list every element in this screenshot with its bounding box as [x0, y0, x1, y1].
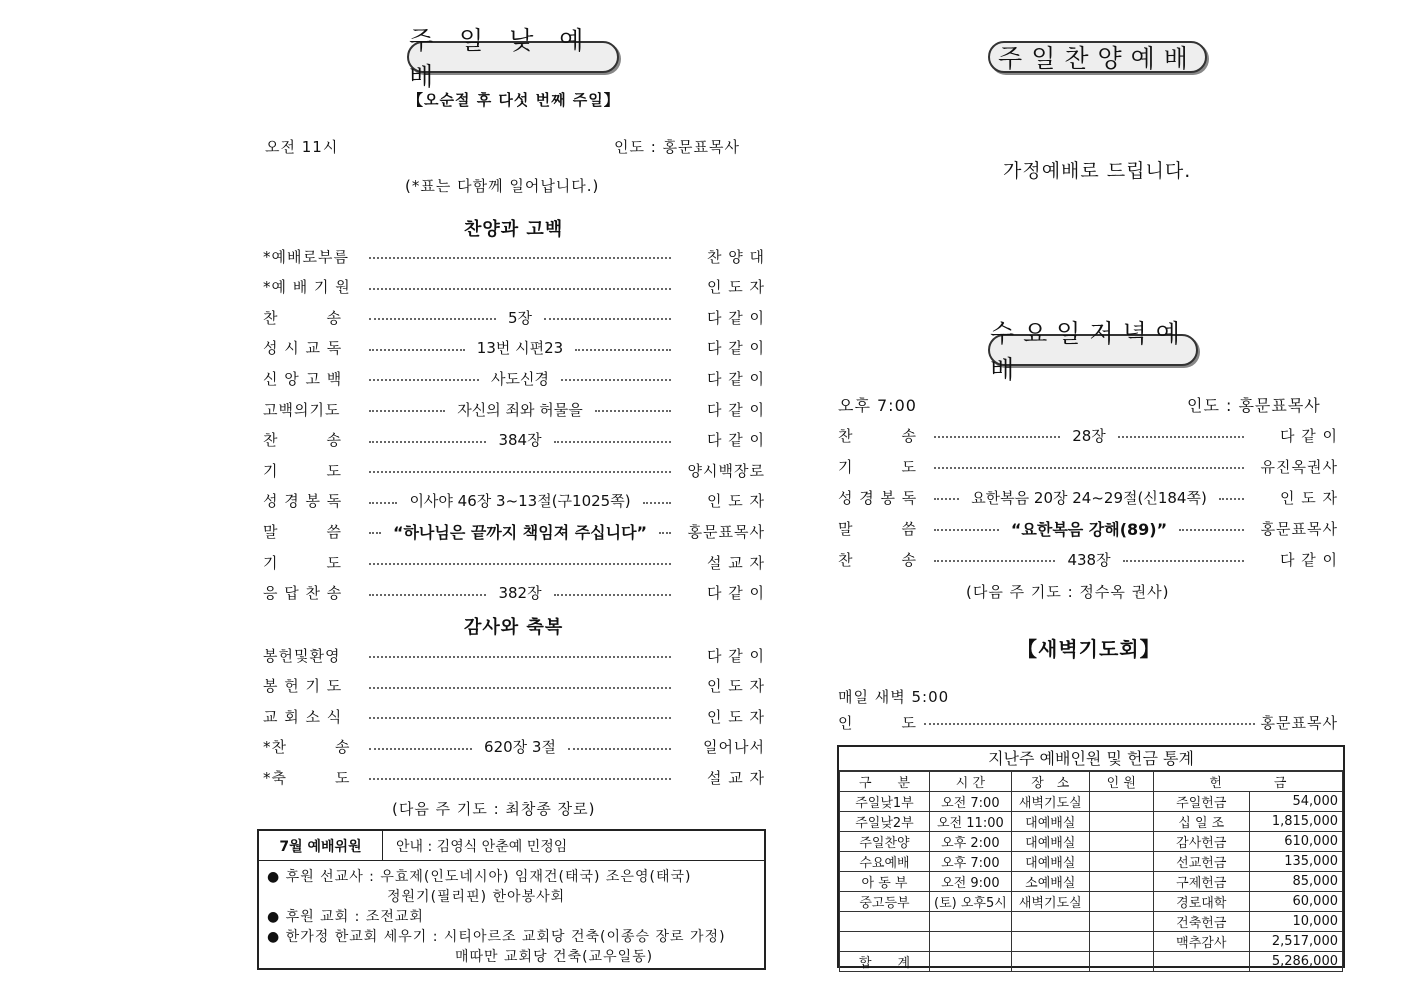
row-content: 382장 — [498, 584, 542, 603]
stats-cell: 새벽기도실 — [1011, 892, 1089, 912]
dot-leader — [369, 257, 671, 259]
info-line-missionaries: ● 후원 선교사 : 우효제(인도네시아) 임재건(태국) 조은영(태국) — [267, 869, 692, 885]
dot-leader — [369, 532, 381, 534]
stats-cell: 오전 7:00 — [930, 792, 1012, 812]
stats-cell: 135,000 — [1249, 852, 1342, 872]
row-label: 봉 헌 기 도 — [263, 677, 343, 696]
stats-header-row — [840, 772, 1343, 792]
stats-cell: 아 동 부 — [840, 872, 930, 892]
stats-cell: 건축헌금 — [1153, 912, 1249, 932]
dawn-leader-row — [838, 712, 1338, 732]
row-content: “하나님은 끝까지 책임져 주십니다” — [392, 522, 648, 542]
stats-row — [840, 832, 1343, 852]
order-row — [838, 456, 1338, 476]
order-row — [263, 676, 765, 696]
dot-leader — [659, 532, 671, 534]
section-thanks-blessing: 감사와 축복 — [464, 617, 564, 638]
stats-cell — [1011, 952, 1089, 972]
stats-total-value: 5,286,000 — [1249, 952, 1342, 972]
row-label: *예 배 기 원 — [263, 278, 351, 297]
title-sunday-service: 주 일 낮 예 배 — [407, 41, 619, 73]
stats-cell: 60,000 — [1249, 892, 1342, 912]
stats-cell: 대예배실 — [1011, 812, 1089, 832]
row-right: 다 같 이 — [706, 584, 765, 603]
stats-cell: 주일헌금 — [1153, 792, 1249, 812]
row-content: 5장 — [507, 308, 533, 327]
dot-leader — [934, 560, 1055, 562]
order-row — [263, 645, 765, 665]
stats-table — [839, 771, 1343, 972]
row-label: 찬 송 — [263, 308, 342, 327]
dot-leader — [1123, 560, 1244, 562]
stats-row — [840, 912, 1343, 932]
wednesday-time: 오후 7:00 — [838, 396, 917, 415]
stats-cell: 오후 2:00 — [930, 832, 1012, 852]
row-right: 인 도 자 — [1279, 488, 1338, 507]
stats-header-cell: 시 간 — [930, 772, 1012, 792]
stats-row — [840, 852, 1343, 872]
row-content: 28장 — [1072, 426, 1106, 445]
order-row — [263, 307, 765, 327]
stats-cell — [840, 932, 930, 952]
dawn-prayer-time: 매일 새벽 5:00 — [838, 688, 950, 706]
stats-total-row — [840, 952, 1343, 972]
info-line-building: ● 한가정 한교회 세우기 : 시티아르조 교회당 건축(이종승 장로 가정) — [267, 929, 726, 945]
order-row — [263, 706, 765, 726]
order-row — [263, 460, 765, 480]
dot-leader — [369, 379, 479, 381]
stats-cell: 중고등부 — [840, 892, 930, 912]
row-label: 신 앙 고 백 — [263, 369, 343, 388]
usher-list: 안내 : 김영식 안춘예 민정임 — [382, 831, 764, 861]
subtitle-season: 【오순절 후 다섯 번째 주일】 — [408, 91, 620, 109]
dot-leader — [369, 502, 397, 504]
order-row — [263, 430, 765, 450]
dot-leader — [554, 441, 671, 443]
stats-cell — [1089, 872, 1153, 892]
stats-cell — [1011, 912, 1089, 932]
row-label: 기 도 — [263, 553, 342, 572]
dot-leader — [934, 529, 999, 531]
stats-cell: 소예배실 — [1011, 872, 1089, 892]
order-row — [263, 277, 765, 297]
row-right: 설 교 자 — [706, 768, 765, 787]
stats-cell: 십 일 조 — [1153, 812, 1249, 832]
stats-cell: 대예배실 — [1011, 832, 1089, 852]
stats-cell: 오전 11:00 — [930, 812, 1012, 832]
stats-total-label: 합 계 — [840, 952, 930, 972]
order-row — [263, 552, 765, 572]
row-right: 홍문표목사 — [1260, 519, 1339, 538]
stats-header-cell: 구 분 — [840, 772, 930, 792]
dot-leader — [369, 318, 496, 320]
stats-cell — [930, 932, 1012, 952]
row-content: 이사야 46장 3~13절(구1025쪽) — [409, 492, 631, 511]
stats-cell — [1089, 852, 1153, 872]
dot-leader — [1219, 498, 1244, 500]
stats-cell: 대예배실 — [1011, 852, 1089, 872]
stats-row — [840, 812, 1343, 832]
stats-cell: 맥추감사 — [1153, 932, 1249, 952]
row-content: 13번 시편23 — [476, 339, 564, 358]
dot-leader — [595, 410, 671, 412]
order-row — [263, 737, 765, 757]
family-worship-note: 가정예배로 드립니다. — [1003, 160, 1192, 182]
dot-leader — [568, 748, 671, 750]
stats-cell — [1089, 832, 1153, 852]
row-label: 기 도 — [838, 457, 917, 476]
row-label: 찬 송 — [838, 550, 917, 569]
order-row — [838, 487, 1338, 507]
row-right: 다 같 이 — [706, 431, 765, 450]
stats-row — [840, 892, 1343, 912]
row-content: “요한복음 강해(89)” — [1010, 519, 1168, 539]
stats-cell — [930, 912, 1012, 932]
row-right: 다 같 이 — [706, 369, 765, 388]
dot-leader — [369, 441, 486, 443]
row-content: 요한복음 20장 24~29절(신184쪽) — [971, 488, 1207, 507]
row-content: 438장 — [1067, 550, 1111, 569]
row-right: 유진옥권사 — [1260, 457, 1338, 476]
row-label: 봉헌및환영 — [263, 646, 341, 665]
wednesday-leader: 인도 : 홍문표목사 — [1187, 396, 1321, 415]
order-row — [838, 549, 1338, 569]
dot-leader — [1179, 529, 1244, 531]
dot-leader — [643, 502, 671, 504]
row-content: 384장 — [498, 431, 542, 450]
row-label: 교 회 소 식 — [263, 707, 343, 726]
row-right: 다 같 이 — [706, 646, 765, 665]
row-content: 자신의 죄와 허물을 — [457, 400, 583, 419]
row-content: 사도신경 — [491, 369, 549, 388]
row-label: 응 답 찬 송 — [263, 584, 343, 603]
stats-cell: 새벽기도실 — [1011, 792, 1089, 812]
dot-leader — [369, 748, 472, 750]
stats-header-cell: 인 원 — [1089, 772, 1153, 792]
dot-leader — [369, 717, 671, 719]
order-row — [263, 491, 765, 511]
row-right: 다 같 이 — [1279, 550, 1338, 569]
stats-row — [840, 872, 1343, 892]
dot-leader — [369, 778, 671, 780]
stats-cell — [1089, 952, 1153, 972]
stats-cell — [1089, 912, 1153, 932]
order-row — [263, 246, 765, 266]
stats-cell: 10,000 — [1249, 912, 1342, 932]
order-row — [263, 767, 765, 787]
stats-cell — [1153, 952, 1249, 972]
row-label: 찬 송 — [263, 431, 342, 450]
row-right: 홍문표목사 — [1260, 713, 1338, 732]
title-sunday-praise: 주일찬양예배 — [988, 41, 1207, 73]
committee-label: 7월 예배위원 — [259, 831, 383, 861]
row-label: 성 시 교 독 — [263, 339, 343, 358]
order-row — [263, 368, 765, 388]
row-right: 다 같 이 — [707, 308, 766, 327]
row-right: 일어나서 — [703, 738, 765, 757]
dot-leader — [369, 594, 486, 596]
stats-header-cell: 장 소 — [1011, 772, 1089, 792]
order-row — [263, 583, 765, 603]
stats-cell: 주일찬양 — [840, 832, 930, 852]
dot-leader — [369, 563, 671, 565]
stats-cell: 오후 7:00 — [930, 852, 1012, 872]
row-label: 성 경 봉 독 — [263, 492, 343, 511]
stats-cell: 1,815,000 — [1249, 812, 1342, 832]
row-right: 인 도 자 — [706, 707, 765, 726]
dot-leader — [575, 349, 671, 351]
dot-leader — [369, 410, 445, 412]
dot-leader — [1118, 436, 1244, 438]
row-right: 홍문표목사 — [687, 522, 766, 541]
info-line-missionaries-cont: 정원기(필리핀) 한아봉사회 — [387, 889, 566, 905]
stats-cell: 85,000 — [1249, 872, 1342, 892]
section-praise-confession: 찬양과 고백 — [464, 219, 564, 240]
dot-leader — [369, 687, 671, 689]
stats-cell: 2,517,000 — [1249, 932, 1342, 952]
dot-leader — [934, 498, 959, 500]
row-right: 다 같 이 — [707, 339, 766, 358]
wednesday-next-prayer: (다음 주 기도 : 정수옥 권사) — [966, 583, 1170, 601]
stats-cell — [1089, 792, 1153, 812]
info-box — [257, 829, 766, 970]
stats-cell: 오전 9:00 — [930, 872, 1012, 892]
row-label: 인 도 — [838, 713, 917, 732]
stats-table-box — [837, 745, 1345, 971]
dot-leader — [561, 379, 671, 381]
stats-cell: 주일낮1부 — [840, 792, 930, 812]
standing-note: (*표는 다함께 일어납니다.) — [405, 177, 600, 195]
stats-cell: 경로대학 — [1153, 892, 1249, 912]
stats-cell: (토) 오후5시 — [930, 892, 1012, 912]
stats-cell: 구제헌금 — [1153, 872, 1249, 892]
row-label: *예배로부름 — [263, 247, 349, 266]
stats-cell — [840, 912, 930, 932]
row-label: 찬 송 — [838, 426, 917, 445]
row-label: *축 도 — [263, 768, 351, 787]
service-leader: 인도 : 홍문표목사 — [614, 138, 741, 156]
row-right: 다 같 이 — [706, 400, 765, 419]
order-row — [263, 399, 765, 419]
dot-leader — [369, 349, 465, 351]
stats-cell: 54,000 — [1249, 792, 1342, 812]
dot-leader — [544, 318, 671, 320]
title-wednesday-service: 수요일저녁예배 — [988, 334, 1198, 366]
row-label: *찬 송 — [263, 738, 351, 757]
row-right: 설 교 자 — [706, 553, 765, 572]
service-time: 오전 11시 — [265, 138, 339, 156]
dawn-prayer-title: 【새벽기도회】 — [1017, 637, 1161, 661]
stats-row — [840, 932, 1343, 952]
dot-leader — [924, 723, 1255, 725]
row-right: 양시백장로 — [687, 461, 765, 480]
row-label: 말 씀 — [838, 519, 917, 538]
stats-cell — [930, 952, 1012, 972]
order-row — [263, 521, 765, 541]
order-row — [838, 425, 1338, 445]
order-row — [838, 518, 1338, 538]
stats-cell — [1089, 932, 1153, 952]
row-label: 성 경 봉 독 — [838, 488, 918, 507]
row-right: 다 같 이 — [1280, 426, 1339, 445]
row-label: 고백의기도 — [263, 400, 341, 419]
stats-header-cell: 헌 금 — [1153, 772, 1342, 792]
dot-leader — [369, 656, 671, 658]
dot-leader — [554, 594, 671, 596]
row-right: 인 도 자 — [707, 492, 766, 511]
order-row — [263, 338, 765, 358]
dot-leader — [369, 471, 671, 473]
dot-leader — [934, 467, 1244, 469]
row-right: 찬 양 대 — [706, 247, 765, 266]
stats-cell: 수요예배 — [840, 852, 930, 872]
stats-cell: 610,000 — [1249, 832, 1342, 852]
stats-title: 지난주 예배인원 및 헌금 통계 — [839, 747, 1343, 771]
stats-cell: 선교헌금 — [1153, 852, 1249, 872]
stats-cell: 주일낮2부 — [840, 812, 930, 832]
row-right: 인 도 자 — [706, 677, 765, 696]
stats-row — [840, 792, 1343, 812]
stats-cell — [1089, 892, 1153, 912]
dot-leader — [369, 288, 671, 290]
info-line-churches: ● 후원 교회 : 조전교회 — [267, 909, 424, 925]
row-content: 620장 3절 — [484, 738, 556, 757]
dot-leader — [934, 436, 1060, 438]
info-line-building-cont: 매따만 교회당 건축(교우일동) — [455, 949, 654, 965]
row-label: 말 씀 — [263, 522, 342, 541]
stats-cell — [1011, 932, 1089, 952]
row-right: 인 도 자 — [706, 278, 765, 297]
row-label: 기 도 — [263, 461, 342, 480]
stats-cell — [1089, 812, 1153, 832]
next-week-prayer: (다음 주 기도 : 최창종 장로) — [392, 800, 596, 818]
stats-cell: 감사헌금 — [1153, 832, 1249, 852]
